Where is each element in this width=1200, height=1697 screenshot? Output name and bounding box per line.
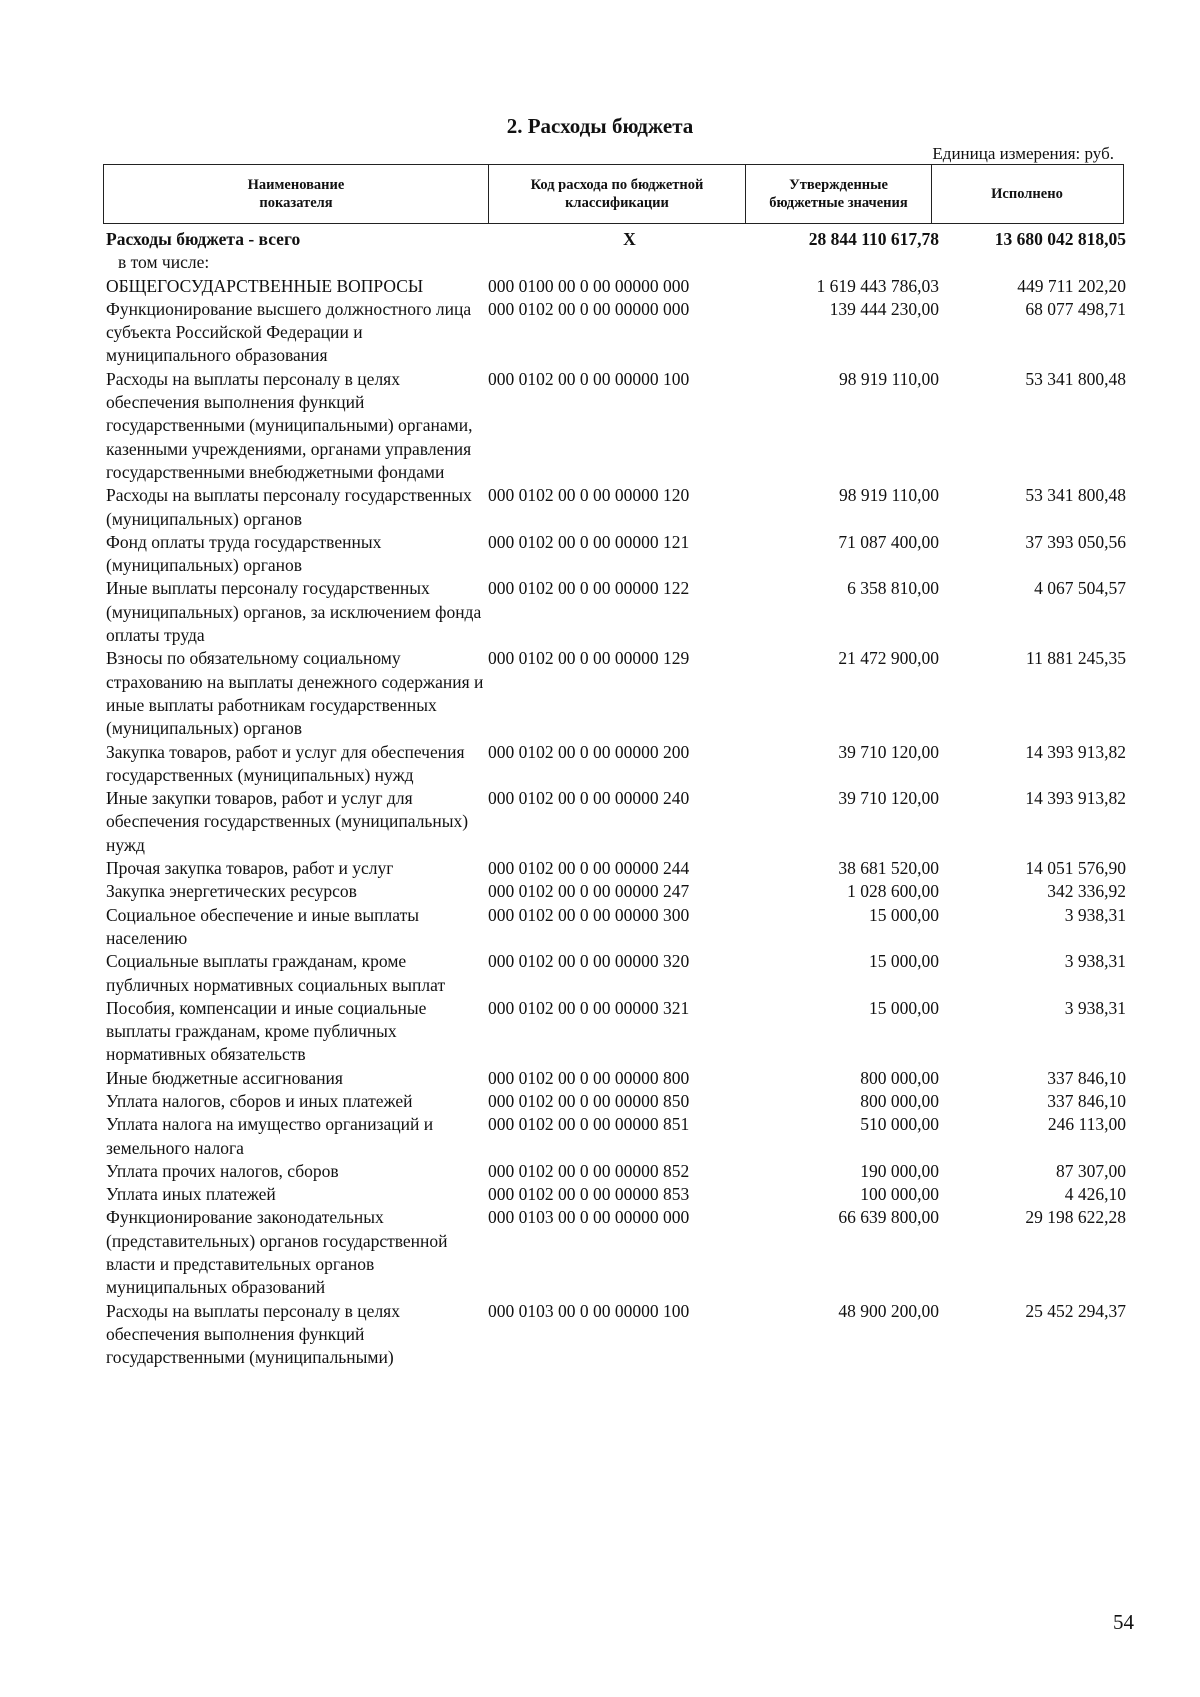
table-row xyxy=(106,647,1126,740)
row-name: Социальное обеспечение и иные выплаты населению xyxy=(106,904,420,948)
table-row xyxy=(106,275,1126,298)
row-approved: 15 000,00 xyxy=(869,951,939,972)
row-name: Иные бюджетные ассигнования xyxy=(106,1067,343,1088)
row-executed: 3 938,31 xyxy=(1064,904,1126,925)
row-approved: 139 444 230,00 xyxy=(829,298,939,319)
expenses-table xyxy=(106,228,1126,1370)
row-approved: 15 000,00 xyxy=(869,997,939,1018)
row-executed: 87 307,00 xyxy=(1056,1160,1126,1181)
row-code: 000 0102 00 0 00 00000 200 xyxy=(488,741,690,762)
total-executed: 13 680 042 818,05 xyxy=(994,229,1126,249)
row-approved: 21 472 900,00 xyxy=(838,648,939,669)
row-executed: 449 711 202,20 xyxy=(1017,275,1126,296)
header-executed: Исполнено xyxy=(991,186,1063,202)
total-row xyxy=(106,228,1126,251)
page-number: 54 xyxy=(1113,1610,1134,1634)
table-row xyxy=(106,1183,1126,1206)
row-executed: 342 336,92 xyxy=(1047,881,1126,902)
table-row xyxy=(106,1067,1126,1090)
row-code: 000 0102 00 0 00 00000 320 xyxy=(488,951,690,972)
row-name: Социальные выплаты гражданам, кроме публичных нормативных социальных выплат xyxy=(106,951,446,995)
row-approved: 66 639 800,00 xyxy=(838,1207,939,1228)
row-executed: 25 452 294,37 xyxy=(1025,1300,1126,1321)
table-row xyxy=(106,880,1126,903)
row-approved: 39 710 120,00 xyxy=(838,741,939,762)
row-executed: 246 113,00 xyxy=(1047,1114,1126,1135)
row-approved: 39 710 120,00 xyxy=(838,788,939,809)
row-approved: 190 000,00 xyxy=(860,1160,939,1181)
table-row xyxy=(106,857,1126,880)
row-name: Закупка энергетических ресурсов xyxy=(106,881,357,902)
row-executed: 14 393 913,82 xyxy=(1025,741,1126,762)
row-name: Фонд оплаты труда государственных (муниципальных) органов xyxy=(106,531,382,576)
row-name: Взносы по обязательному социальному страхованию на выплаты денежного содержания и иные выплаты работникам государственных (муниципальных) органов xyxy=(106,648,484,739)
row-name: Расходы на выплаты персоналу в целях обеспечения выполнения функций государственными (муниципальными) xyxy=(106,1300,400,1368)
table-row xyxy=(106,741,1126,788)
table-header xyxy=(103,164,1124,224)
row-executed: 37 393 050,56 xyxy=(1025,531,1126,552)
total-code: X xyxy=(623,229,636,249)
row-approved: 48 900 200,00 xyxy=(838,1300,939,1321)
table-row xyxy=(106,787,1126,857)
row-executed: 3 938,31 xyxy=(1064,997,1126,1018)
table-row xyxy=(106,368,1126,484)
row-approved: 98 919 110,00 xyxy=(839,368,939,389)
subheading: в том числе: xyxy=(118,252,210,273)
row-approved: 800 000,00 xyxy=(860,1090,939,1111)
table-row xyxy=(106,298,1126,368)
page-title: 2. Расходы бюджета xyxy=(506,114,694,138)
row-approved: 98 919 110,00 xyxy=(839,485,939,506)
row-code: 000 0102 00 0 00 00000 850 xyxy=(488,1090,690,1111)
row-executed: 29 198 622,28 xyxy=(1025,1207,1126,1228)
table-row xyxy=(106,531,1126,578)
table-row xyxy=(106,484,1126,531)
table-row xyxy=(106,1300,1126,1370)
table-row xyxy=(106,904,1126,951)
row-name: Пособия, компенсации и иные социальные выплаты гражданам, кроме публичных нормативных обязательств xyxy=(106,997,427,1065)
row-code: 000 0102 00 0 00 00000 122 xyxy=(488,578,690,599)
table-row xyxy=(106,997,1126,1067)
table-row xyxy=(106,1090,1126,1113)
row-code: 000 0100 00 0 00 00000 000 xyxy=(488,275,690,296)
row-approved: 100 000,00 xyxy=(860,1184,939,1205)
row-executed: 11 881 245,35 xyxy=(1026,648,1126,669)
row-name: Расходы на выплаты персоналу государственных (муниципальных) органов xyxy=(106,485,472,529)
row-approved: 510 000,00 xyxy=(860,1114,939,1135)
header-code: Код расхода по бюджетной классификации xyxy=(489,165,746,223)
row-executed: 4 426,10 xyxy=(1064,1184,1126,1205)
row-name: ОБЩЕГОСУДАРСТВЕННЫЕ ВОПРОСЫ xyxy=(106,275,424,296)
row-code: 000 0102 00 0 00 00000 000 xyxy=(488,298,690,319)
row-code: 000 0102 00 0 00 00000 851 xyxy=(488,1114,690,1135)
total-approved: 28 844 110 617,78 xyxy=(808,229,939,249)
row-name: Функционирование высшего должностного лица субъекта Российской Федерации и муниципального образования xyxy=(106,298,472,366)
row-code: 000 0102 00 0 00 00000 129 xyxy=(488,648,690,669)
table-row xyxy=(106,1206,1126,1299)
table-row xyxy=(106,1113,1126,1160)
row-code: 000 0102 00 0 00 00000 244 xyxy=(488,858,690,879)
row-executed: 68 077 498,71 xyxy=(1025,298,1126,319)
row-approved: 15 000,00 xyxy=(869,904,939,925)
row-name: Иные закупки товаров, работ и услуг для обеспечения государственных (муниципальных) нужд xyxy=(106,788,469,855)
row-executed: 3 938,31 xyxy=(1064,951,1126,972)
row-approved: 71 087 400,00 xyxy=(838,531,939,552)
row-name: Уплата налога на имущество организаций и земельного налога xyxy=(106,1114,434,1158)
row-name: Уплата иных платежей xyxy=(106,1184,276,1205)
total-name: Расходы бюджета - всего xyxy=(106,229,301,249)
row-executed: 53 341 800,48 xyxy=(1025,368,1126,389)
row-name: Уплата прочих налогов, сборов xyxy=(106,1160,339,1181)
table-row xyxy=(106,577,1126,647)
row-code: 000 0102 00 0 00 00000 300 xyxy=(488,904,690,925)
row-code: 000 0102 00 0 00 00000 853 xyxy=(488,1184,690,1205)
table-row xyxy=(106,1160,1126,1183)
row-name: Расходы на выплаты персоналу в целях обеспечения выполнения функций государственными (муниципальными) органами, казенными учреждениями, органами управления государственными внебюджетными фондами xyxy=(106,368,473,482)
row-executed: 4 067 504,57 xyxy=(1034,578,1126,599)
row-approved: 1 619 443 786,03 xyxy=(816,275,939,296)
row-code: 000 0103 00 0 00 00000 100 xyxy=(488,1300,690,1321)
row-executed: 337 846,10 xyxy=(1047,1090,1126,1111)
row-name: Прочая закупка товаров, работ и услуг xyxy=(106,858,394,879)
row-approved: 6 358 810,00 xyxy=(847,578,939,599)
row-code: 000 0102 00 0 00 00000 120 xyxy=(488,485,690,506)
header-approved: Утвержденные бюджетные значения xyxy=(746,165,932,223)
row-code: 000 0102 00 0 00 00000 240 xyxy=(488,788,690,809)
row-approved: 38 681 520,00 xyxy=(838,858,939,879)
expenses-table-body xyxy=(106,228,1126,1370)
subheading-row xyxy=(106,251,1126,274)
row-approved: 800 000,00 xyxy=(860,1067,939,1088)
row-executed: 14 393 913,82 xyxy=(1025,788,1126,809)
unit-label: Единица измерения: руб. xyxy=(932,144,1114,163)
row-executed: 14 051 576,90 xyxy=(1025,858,1126,879)
row-name: Иные выплаты персоналу государственных (муниципальных) органов, за исключением фонда оплаты труда xyxy=(106,578,482,646)
row-approved: 1 028 600,00 xyxy=(847,881,939,902)
row-name: Функционирование законодательных (представительных) органов государственной власти и представительных органов муниципальных образований xyxy=(106,1207,448,1298)
row-name: Уплата налогов, сборов и иных платежей xyxy=(106,1090,413,1111)
row-executed: 337 846,10 xyxy=(1047,1067,1126,1088)
row-code: 000 0102 00 0 00 00000 247 xyxy=(488,881,690,902)
row-code: 000 0102 00 0 00 00000 852 xyxy=(488,1160,690,1181)
row-code: 000 0102 00 0 00 00000 100 xyxy=(488,368,690,389)
row-name: Закупка товаров, работ и услуг для обеспечения государственных (муниципальных) нужд xyxy=(106,741,465,785)
row-code: 000 0103 00 0 00 00000 000 xyxy=(488,1207,690,1228)
row-code: 000 0102 00 0 00 00000 800 xyxy=(488,1067,690,1088)
row-executed: 53 341 800,48 xyxy=(1025,485,1126,506)
row-code: 000 0102 00 0 00 00000 321 xyxy=(488,997,690,1018)
header-name: Наименование показателя xyxy=(104,165,489,223)
row-code: 000 0102 00 0 00 00000 121 xyxy=(488,531,690,552)
table-row xyxy=(106,950,1126,997)
